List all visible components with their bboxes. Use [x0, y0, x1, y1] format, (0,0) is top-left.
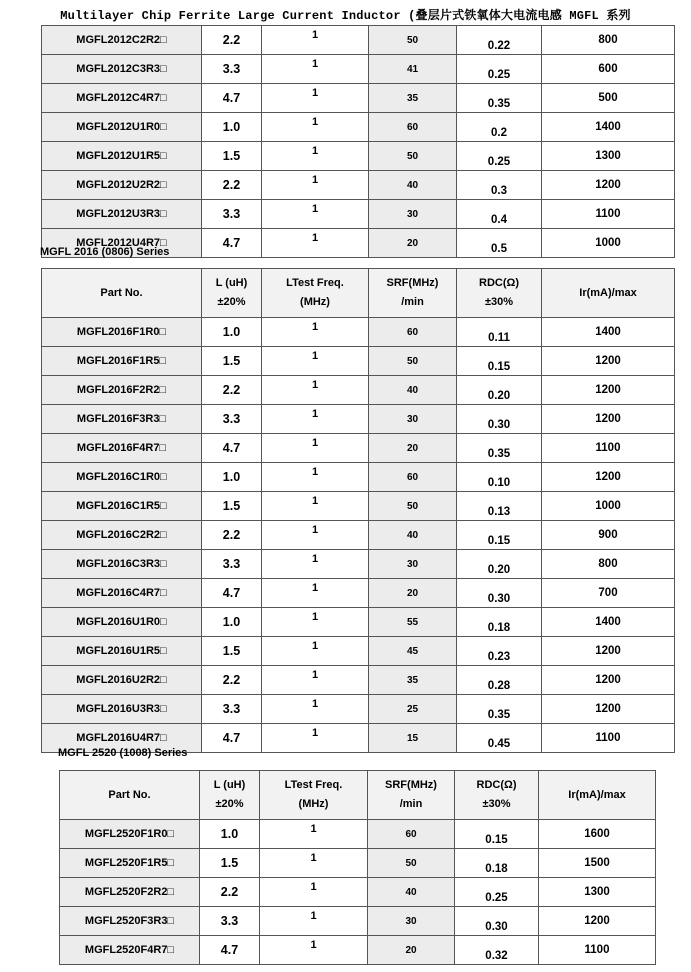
srf-cell: 50	[369, 26, 457, 55]
inductance-cell: 1.0	[202, 113, 262, 142]
part-number-cell: MGFL2520F3R3□	[60, 907, 200, 936]
table-row	[60, 878, 656, 907]
table-row	[42, 26, 675, 55]
ir-cell: 1200	[542, 666, 675, 695]
page-title: Multilayer Chip Ferrite Large Current Inductor (叠层片式铁氧体大电流电感 MGFL 系列	[60, 9, 631, 23]
test-freq-cell: 1	[262, 113, 369, 142]
table-row	[42, 347, 675, 376]
test-freq-cell: 1	[262, 434, 369, 463]
test-freq-header: LTest Freq. (MHz)	[260, 771, 368, 820]
test-freq-cell: 1	[260, 849, 368, 878]
test-freq-cell: 1	[262, 521, 369, 550]
part-number-cell: MGFL2016C3R3□	[42, 550, 202, 579]
inductance-cell: 3.3	[202, 405, 262, 434]
part-no-header: Part No.	[60, 771, 200, 820]
table-row	[42, 695, 675, 724]
srf-cell: 50	[368, 849, 455, 878]
rdc-cell: 0.15	[457, 521, 542, 550]
test-freq-cell: 1	[262, 55, 369, 84]
rdc-header: RDC(Ω) ±30%	[455, 771, 539, 820]
part-number-cell: MGFL2016F1R5□	[42, 347, 202, 376]
test-freq-cell: 1	[260, 820, 368, 849]
ir-cell: 1000	[542, 229, 675, 258]
rdc-cell: 0.11	[457, 318, 542, 347]
ir-cell: 1200	[542, 171, 675, 200]
test-freq-cell: 1	[260, 936, 368, 965]
test-freq-cell: 1	[262, 142, 369, 171]
inductance-cell: 1.5	[202, 637, 262, 666]
rdc-cell: 0.25	[455, 878, 539, 907]
table-row	[42, 463, 675, 492]
table-row	[42, 405, 675, 434]
part-number-cell: MGFL2012U1R5□	[42, 142, 202, 171]
rdc-cell: 0.10	[457, 463, 542, 492]
inductance-cell: 4.7	[202, 724, 262, 753]
rdc-cell: 0.20	[457, 550, 542, 579]
ir-cell: 1200	[542, 463, 675, 492]
table-row	[42, 84, 675, 113]
ir-cell: 1400	[542, 113, 675, 142]
table-row	[42, 434, 675, 463]
srf-cell: 20	[369, 434, 457, 463]
rdc-cell: 0.45	[457, 724, 542, 753]
ir-header: Ir(mA)/max	[539, 771, 656, 820]
inductance-cell: 1.0	[202, 463, 262, 492]
ir-cell: 1200	[542, 376, 675, 405]
ir-cell: 900	[542, 521, 675, 550]
table-row	[60, 936, 656, 965]
table-row	[42, 666, 675, 695]
part-number-cell: MGFL2016C1R5□	[42, 492, 202, 521]
test-freq-cell: 1	[262, 405, 369, 434]
inductance-cell: 2.2	[202, 376, 262, 405]
part-number-cell: MGFL2016C1R0□	[42, 463, 202, 492]
table-row	[42, 200, 675, 229]
srf-cell: 35	[369, 666, 457, 695]
inductance-cell: 1.5	[200, 849, 260, 878]
rdc-cell: 0.25	[457, 142, 542, 171]
rdc-cell: 0.13	[457, 492, 542, 521]
srf-cell: 50	[369, 347, 457, 376]
table-row	[42, 550, 675, 579]
test-freq-cell: 1	[262, 200, 369, 229]
ir-cell: 700	[542, 579, 675, 608]
rdc-cell: 0.3	[457, 171, 542, 200]
table-row	[60, 820, 656, 849]
ir-cell: 1600	[539, 820, 656, 849]
rdc-cell: 0.5	[457, 229, 542, 258]
inductance-cell: 4.7	[202, 84, 262, 113]
srf-cell: 40	[369, 171, 457, 200]
srf-cell: 55	[369, 608, 457, 637]
inductance-cell: 2.2	[202, 666, 262, 695]
rdc-cell: 0.18	[457, 608, 542, 637]
rdc-cell: 0.18	[455, 849, 539, 878]
inductance-cell: 4.7	[202, 434, 262, 463]
rdc-cell: 0.28	[457, 666, 542, 695]
test-freq-cell: 1	[262, 695, 369, 724]
part-number-cell: MGFL2520F1R5□	[60, 849, 200, 878]
rdc-cell: 0.2	[457, 113, 542, 142]
part-number-cell: MGFL2016F3R3□	[42, 405, 202, 434]
test-freq-cell: 1	[262, 637, 369, 666]
series-2016-header-row	[42, 269, 675, 318]
part-number-cell: MGFL2012C3R3□	[42, 55, 202, 84]
table-row	[42, 376, 675, 405]
srf-cell: 50	[369, 142, 457, 171]
inductance-cell: 1.5	[202, 492, 262, 521]
series-2520-title: MGFL 2520 (1008) Series	[58, 747, 188, 759]
test-freq-cell: 1	[262, 666, 369, 695]
rdc-cell: 0.4	[457, 200, 542, 229]
ir-cell: 1300	[539, 878, 656, 907]
inductance-cell: 4.7	[202, 579, 262, 608]
inductance-cell: 3.3	[202, 200, 262, 229]
part-number-cell: MGFL2016F4R7□	[42, 434, 202, 463]
srf-cell: 20	[369, 229, 457, 258]
rdc-cell: 0.30	[457, 579, 542, 608]
test-freq-cell: 1	[262, 171, 369, 200]
srf-cell: 60	[368, 820, 455, 849]
rdc-cell: 0.23	[457, 637, 542, 666]
inductance-cell: 1.5	[202, 142, 262, 171]
part-no-header: Part No.	[42, 269, 202, 318]
test-freq-cell: 1	[260, 907, 368, 936]
srf-cell: 45	[369, 637, 457, 666]
rdc-cell: 0.32	[455, 936, 539, 965]
srf-cell: 40	[369, 376, 457, 405]
table-row	[42, 579, 675, 608]
srf-cell: 20	[369, 579, 457, 608]
rdc-cell: 0.25	[457, 55, 542, 84]
part-number-cell: MGFL2016U4R7□	[42, 724, 202, 753]
table-row	[42, 113, 675, 142]
part-number-cell: MGFL2012C2R2□	[42, 26, 202, 55]
srf-cell: 60	[369, 318, 457, 347]
test-freq-cell: 1	[262, 492, 369, 521]
ir-header: Ir(mA)/max	[542, 269, 675, 318]
table-row	[42, 521, 675, 550]
ir-cell: 800	[542, 550, 675, 579]
test-freq-cell: 1	[262, 84, 369, 113]
ir-cell: 1100	[539, 936, 656, 965]
inductance-header: L (uH) ±20%	[202, 269, 262, 318]
srf-header: SRF(MHz) /min	[369, 269, 457, 318]
srf-cell: 30	[369, 550, 457, 579]
table-row	[42, 637, 675, 666]
test-freq-cell: 1	[262, 376, 369, 405]
test-freq-cell: 1	[262, 229, 369, 258]
part-number-cell: MGFL2016U3R3□	[42, 695, 202, 724]
srf-cell: 30	[369, 405, 457, 434]
test-freq-cell: 1	[262, 347, 369, 376]
part-number-cell: MGFL2016C4R7□	[42, 579, 202, 608]
series-2520-table	[59, 770, 656, 965]
ir-cell: 1100	[542, 434, 675, 463]
test-freq-cell: 1	[262, 463, 369, 492]
table-row	[60, 849, 656, 878]
ir-cell: 500	[542, 84, 675, 113]
part-number-cell: MGFL2520F4R7□	[60, 936, 200, 965]
part-number-cell: MGFL2012U1R0□	[42, 113, 202, 142]
test-freq-header: LTest Freq. (MHz)	[262, 269, 369, 318]
rdc-cell: 0.35	[457, 434, 542, 463]
test-freq-cell: 1	[260, 878, 368, 907]
rdc-cell: 0.22	[457, 26, 542, 55]
table-row	[42, 55, 675, 84]
inductance-cell: 3.3	[202, 55, 262, 84]
part-number-cell: MGFL2016U1R5□	[42, 637, 202, 666]
test-freq-cell: 1	[262, 608, 369, 637]
rdc-cell: 0.35	[457, 695, 542, 724]
part-number-cell: MGFL2012U3R3□	[42, 200, 202, 229]
series-2520-body	[60, 820, 656, 965]
inductance-cell: 1.0	[200, 820, 260, 849]
ir-cell: 1400	[542, 608, 675, 637]
srf-cell: 50	[369, 492, 457, 521]
series-2012-body	[42, 26, 675, 258]
part-number-cell: MGFL2016U1R0□	[42, 608, 202, 637]
part-number-cell: MGFL2012C4R7□	[42, 84, 202, 113]
rdc-cell: 0.15	[457, 347, 542, 376]
rdc-cell: 0.30	[457, 405, 542, 434]
table-row	[60, 907, 656, 936]
test-freq-cell: 1	[262, 579, 369, 608]
part-number-cell: MGFL2520F2R2□	[60, 878, 200, 907]
srf-cell: 30	[368, 907, 455, 936]
ir-cell: 1200	[539, 907, 656, 936]
test-freq-cell: 1	[262, 724, 369, 753]
ir-cell: 1000	[542, 492, 675, 521]
ir-cell: 1200	[542, 695, 675, 724]
inductance-header: L (uH) ±20%	[200, 771, 260, 820]
series-2012-table	[41, 25, 675, 258]
part-number-cell: MGFL2012U4R7□	[42, 229, 202, 258]
inductance-cell: 2.2	[202, 171, 262, 200]
srf-cell: 25	[369, 695, 457, 724]
srf-cell: 35	[369, 84, 457, 113]
srf-cell: 41	[369, 55, 457, 84]
test-freq-cell: 1	[262, 26, 369, 55]
ir-cell: 1500	[539, 849, 656, 878]
inductance-cell: 4.7	[200, 936, 260, 965]
ir-cell: 1100	[542, 200, 675, 229]
rdc-header: RDC(Ω) ±30%	[457, 269, 542, 318]
ir-cell: 600	[542, 55, 675, 84]
inductance-cell: 4.7	[202, 229, 262, 258]
srf-cell: 20	[368, 936, 455, 965]
table-row	[42, 142, 675, 171]
part-number-cell: MGFL2016F1R0□	[42, 318, 202, 347]
test-freq-cell: 1	[262, 550, 369, 579]
table-row	[42, 318, 675, 347]
srf-header: SRF(MHz) /min	[368, 771, 455, 820]
inductance-cell: 2.2	[202, 26, 262, 55]
part-number-cell: MGFL2016U2R2□	[42, 666, 202, 695]
srf-cell: 60	[369, 463, 457, 492]
series-2016-table	[41, 268, 675, 753]
part-number-cell: MGFL2012U2R2□	[42, 171, 202, 200]
srf-cell: 30	[369, 200, 457, 229]
part-number-cell: MGFL2520F1R0□	[60, 820, 200, 849]
rdc-cell: 0.20	[457, 376, 542, 405]
ir-cell: 1200	[542, 637, 675, 666]
rdc-cell: 0.15	[455, 820, 539, 849]
srf-cell: 60	[369, 113, 457, 142]
inductance-cell: 3.3	[202, 550, 262, 579]
srf-cell: 40	[369, 521, 457, 550]
inductance-cell: 1.5	[202, 347, 262, 376]
table-row	[42, 608, 675, 637]
ir-cell: 1400	[542, 318, 675, 347]
srf-cell: 15	[369, 724, 457, 753]
inductance-cell: 1.0	[202, 608, 262, 637]
inductance-cell: 3.3	[202, 695, 262, 724]
part-number-cell: MGFL2016C2R2□	[42, 521, 202, 550]
inductance-cell: 1.0	[202, 318, 262, 347]
test-freq-cell: 1	[262, 318, 369, 347]
inductance-cell: 2.2	[202, 521, 262, 550]
table-row	[42, 492, 675, 521]
ir-cell: 1100	[542, 724, 675, 753]
part-number-cell: MGFL2016F2R2□	[42, 376, 202, 405]
rdc-cell: 0.35	[457, 84, 542, 113]
series-2016-title: MGFL 2016 (0806) Series	[40, 246, 170, 258]
ir-cell: 1200	[542, 405, 675, 434]
rdc-cell: 0.30	[455, 907, 539, 936]
table-row	[42, 171, 675, 200]
ir-cell: 1200	[542, 347, 675, 376]
ir-cell: 1300	[542, 142, 675, 171]
ir-cell: 800	[542, 26, 675, 55]
inductance-cell: 2.2	[200, 878, 260, 907]
inductance-cell: 3.3	[200, 907, 260, 936]
series-2520-header-row	[60, 771, 656, 820]
series-2016-body	[42, 318, 675, 753]
srf-cell: 40	[368, 878, 455, 907]
